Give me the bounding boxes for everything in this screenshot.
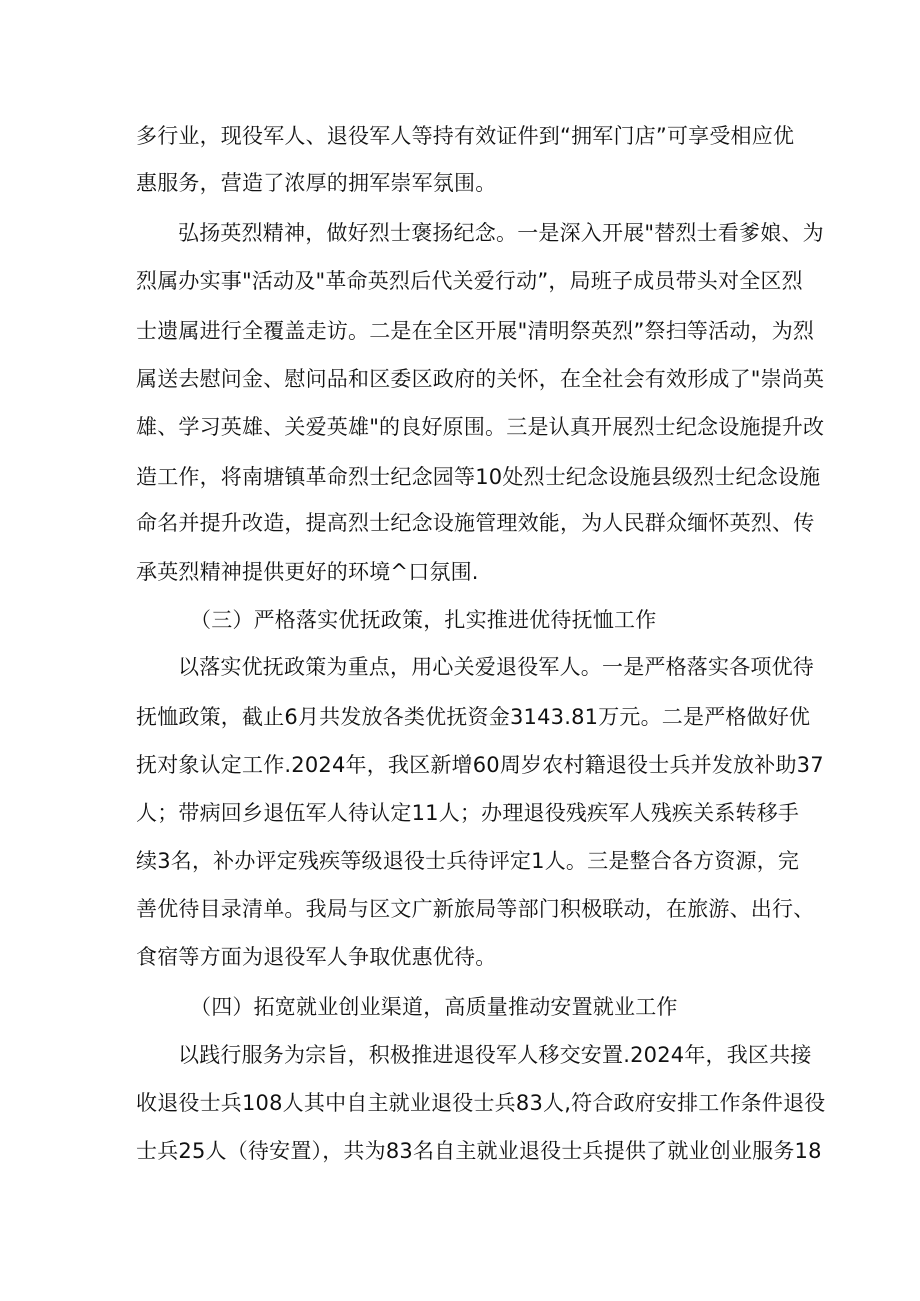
section-heading: （四）拓宽就业创业渠道，高质量推动安置就业工作: [190, 995, 678, 1019]
body-text-line: 抚对象认定工作.2024年，我区新增60周岁农村籍退役士兵并发放补助37: [136, 753, 824, 777]
body-text-line: 烈属办实事"活动及"革命英烈后代关爱行动”，局班子成员带头对全区烈: [136, 269, 803, 293]
body-text-line: 弘扬英烈精神，做好烈士褒扬纪念。一是深入开展"替烈士看爹娘、为: [178, 221, 824, 245]
body-text-line: 续3名，补办评定残疾等级退役士兵待评定1人。三是整合各方资源，完: [136, 849, 800, 873]
body-text-line: 食宿等方面为退役军人争取优惠优待。: [136, 945, 497, 969]
body-text-line: 以落实优抚政策为重点，用心关爱退役军人。一是严格落实各项优待: [178, 655, 814, 679]
body-text-line: 雄、学习英雄、关爱英雄"的良好原围。三是认真开展烈士纪念设施提升改: [136, 415, 825, 439]
body-text-line: 以践行服务为宗旨，积极推进退役军人移交安置.2024年，我区共接: [178, 1043, 812, 1067]
body-text-line: 士遗属进行全覆盖走访。二是在全区开展"清明祭英烈”祭扫等活动，为烈: [136, 319, 815, 343]
body-text-line: 人；带病回乡退伍军人待认定11人；办理退役残疾军人残疾关系转移手: [136, 801, 800, 825]
body-text-line: 造工作，将南塘镇革命烈士纪念园等10处烈士纪念设施县级烈士纪念设施: [136, 465, 821, 489]
body-text-line: 命名并提升改造，提高烈士纪念设施管理效能，为人民群众缅怀英烈、传: [136, 511, 815, 535]
body-text-line: 惠服务，营造了浓厚的拥军崇军氛围。: [136, 171, 497, 195]
body-text-line: 承英烈精神提供更好的环境^口氛围.: [136, 560, 479, 584]
body-text-line: 多行业，现役军人、退役军人等持有效证件到“拥军门店”可享受相应优: [136, 124, 795, 148]
body-text-line: 抚恤政策，截止6月共发放各类优抚资金3143.81万元。二是严格做好优: [136, 705, 811, 729]
body-text-line: 属送去慰问金、慰问品和区委区政府的关怀，在全社会有效形成了"崇尚英: [136, 367, 825, 391]
body-text-line: 善优待目录清单。我局与区文广新旅局等部门积极联动，在旅游、出行、: [136, 897, 815, 921]
body-text-line: 士兵25人（待安置），共为83名自主就业退役士兵提供了就业创业服务18: [136, 1139, 822, 1163]
body-text-line: 收退役士兵108人其中自主就业退役士兵83人,符合政府安排工作条件退役: [136, 1091, 826, 1115]
section-heading: （三）严格落实优抚政策，扎实推进优待抚恤工作: [190, 608, 657, 632]
